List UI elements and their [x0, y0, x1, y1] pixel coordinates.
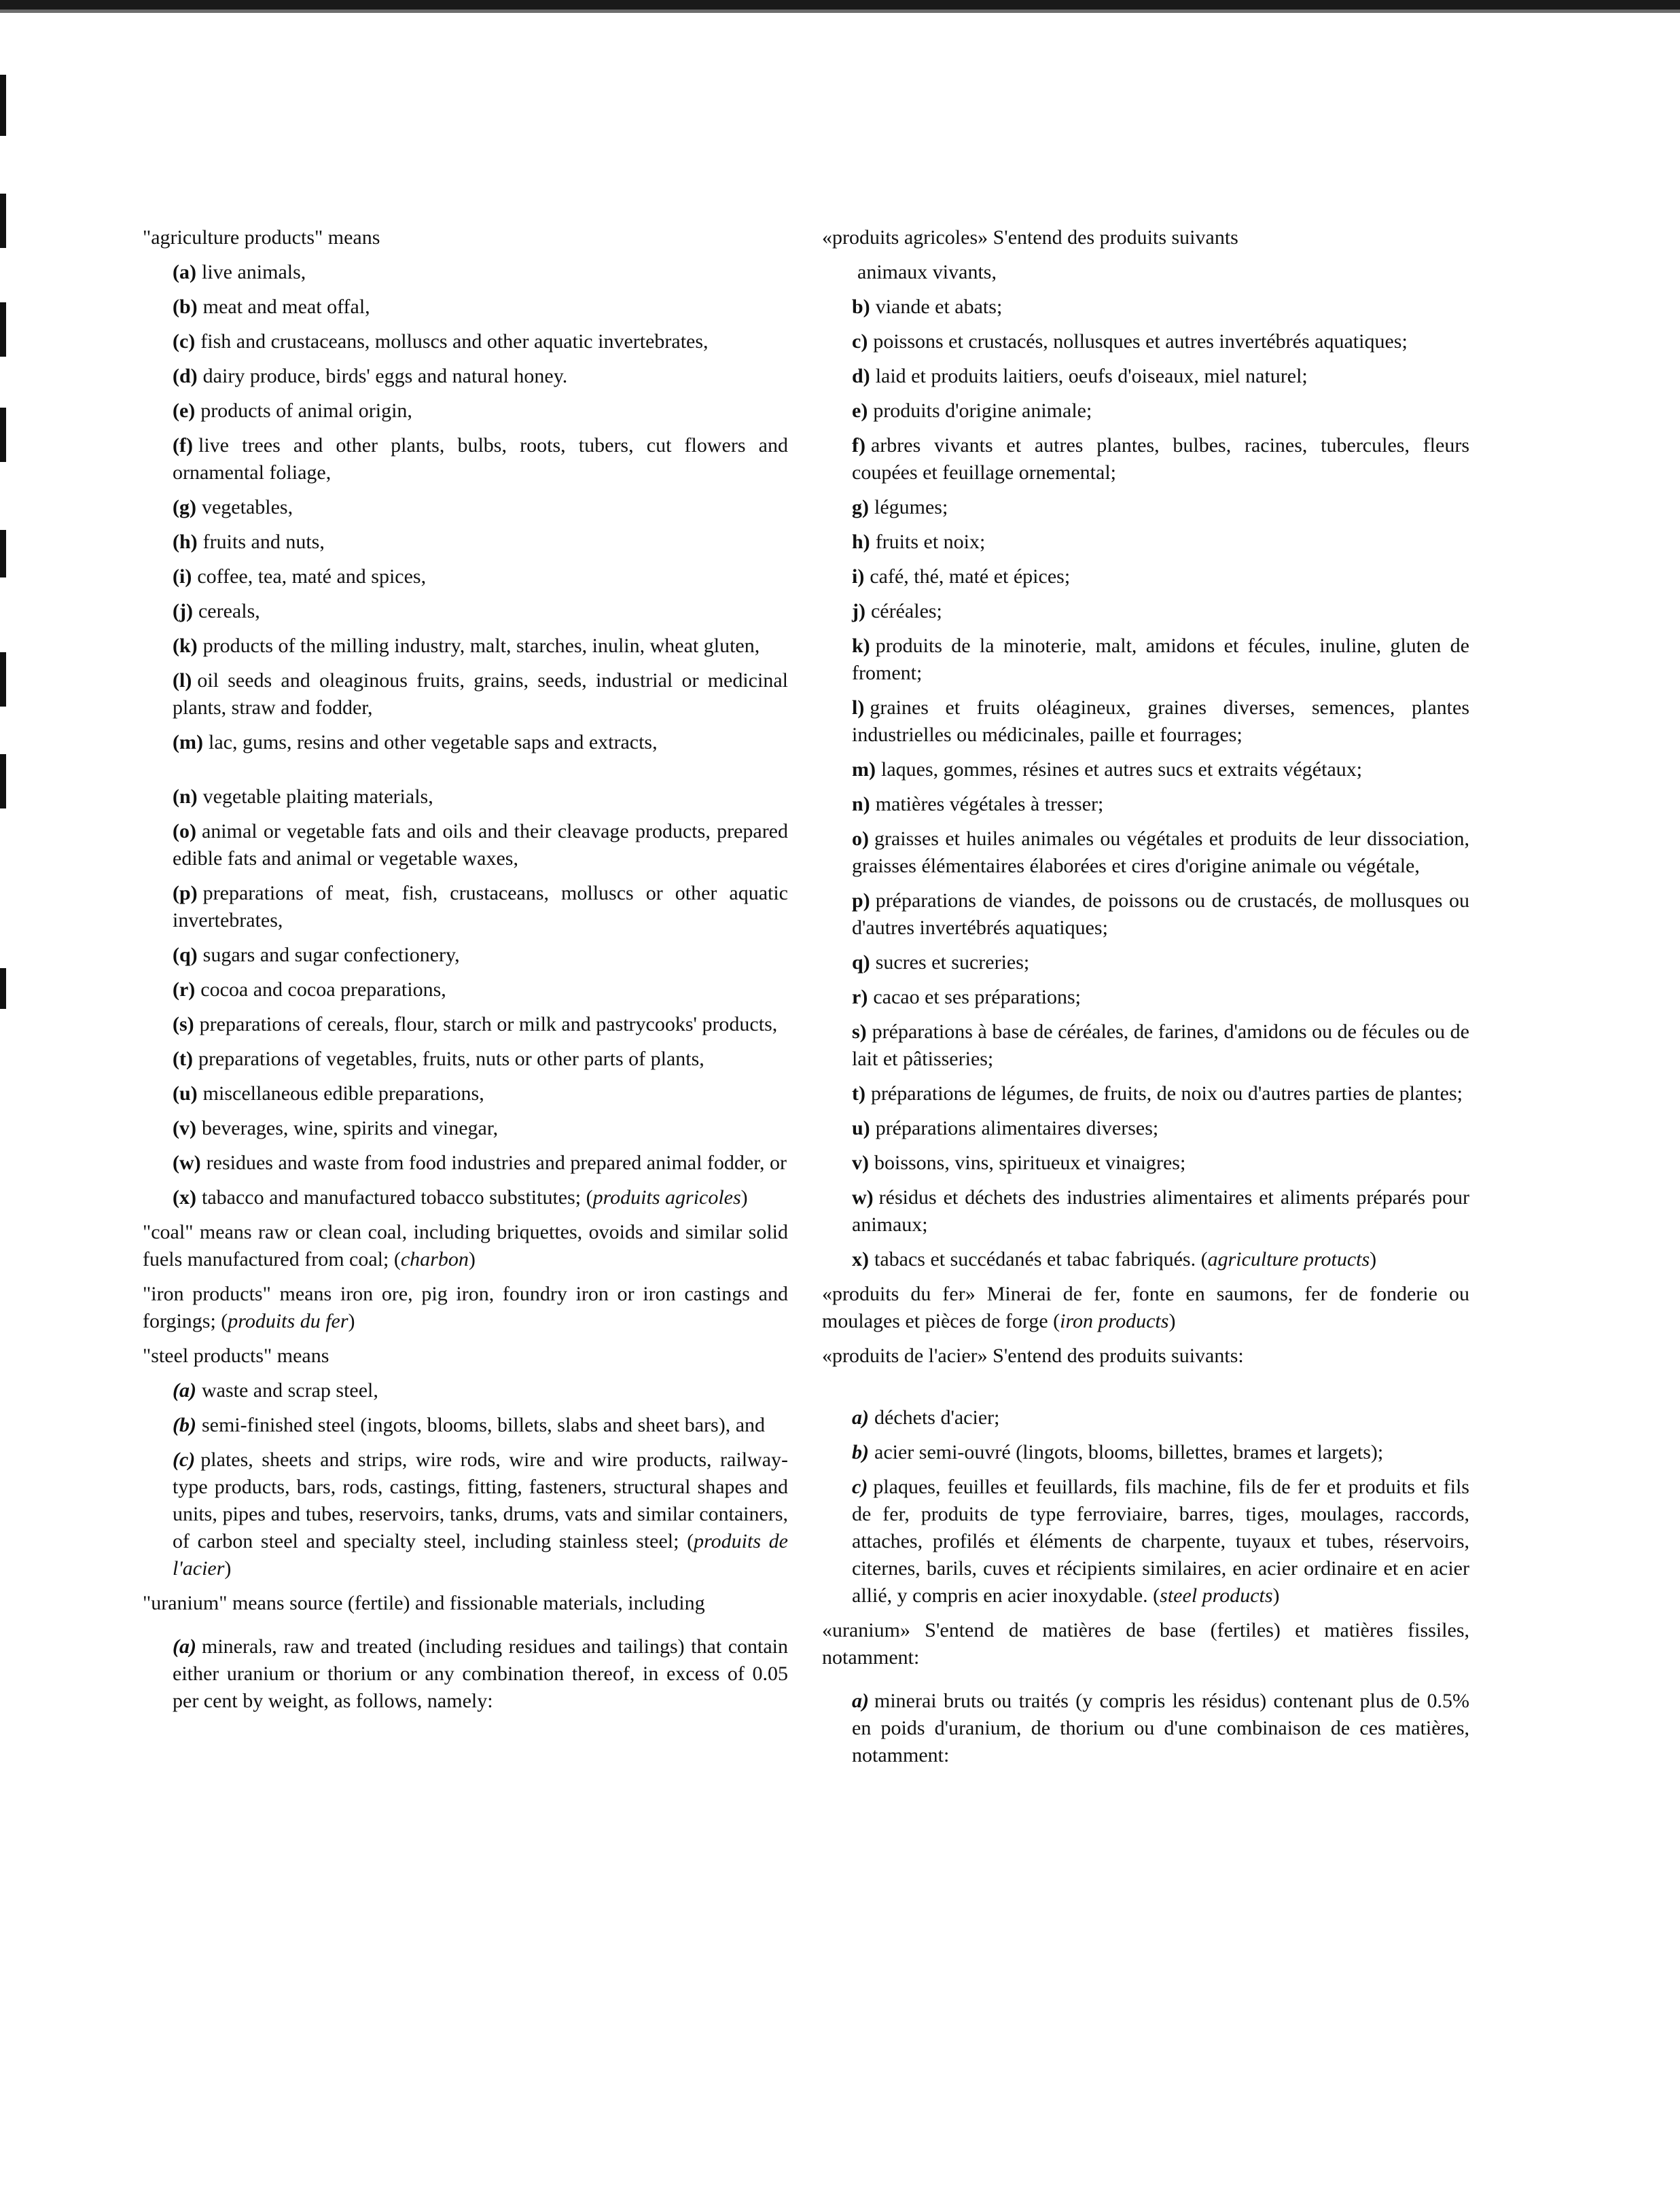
scan-top-border — [0, 0, 1680, 10]
produits-agricoles-item: h) fruits et noix; — [852, 531, 986, 553]
scan-top-border-shadow — [0, 10, 1680, 13]
produits-agricoles-item: i) café, thé, maté et épices; — [852, 565, 1071, 588]
produits-agricoles-item: d) laid et produits laitiers, oeufs d'oiseaux, miel naturel; — [852, 365, 1308, 387]
scan-margin-mark — [0, 194, 6, 248]
produits-agricoles-item: o) graisses et huiles animales ou végétales et produits de leur dissociation, graisses élémentaires élaborées et cires d'origine animale ou végétale, — [852, 828, 1469, 877]
produits-agricoles-item: c) poissons et crustacés, nollusques et autres invertébrés aquatiques; — [852, 330, 1408, 353]
produits-agricoles-item: b) viande et abats; — [852, 296, 1003, 318]
scan-margin-mark — [0, 530, 6, 577]
uranium-item-fr: a) minerai bruts ou traités (y compris les résidus) contenant plus de 0.5% en poids d'uranium, de thorium ou d'une combinaison de ces matières, notamment: — [852, 1690, 1469, 1766]
agriculture-item: (v) beverages, wine, spirits and vinegar, — [173, 1117, 499, 1139]
produits-agricoles-item: g) légumes; — [852, 496, 948, 518]
agriculture-item: (w) residues and waste from food industries and prepared animal fodder, or — [173, 1152, 787, 1174]
agriculture-item: (f) live trees and other plants, bulbs, roots, tubers, cut flowers and ornamental foliage, — [173, 434, 788, 484]
scan-margin-mark — [0, 75, 6, 136]
agriculture-item: (a) live animals, — [173, 261, 306, 283]
agriculture-item: (o) animal or vegetable fats and oils and their cleavage products, prepared edible fats and animal or vegetable waxes, — [173, 820, 788, 870]
definition-uranium: "uranium" means source (fertile) and fissionable materials, including — [143, 1592, 705, 1614]
acier-item: b) acier semi-ouvré (lingots, blooms, billettes, brames et largets); — [852, 1441, 1384, 1463]
produits-agricoles-item: p) préparations de viandes, de poissons ou de crustacés, de mollusques ou d'autres invertébrés aquatiques; — [852, 889, 1469, 939]
agriculture-item: (p) preparations of meat, fish, crustaceans, molluscs or other aquatic invertebrates, — [173, 882, 788, 931]
scan-margin-mark — [0, 408, 6, 462]
scan-margin-mark — [0, 652, 6, 707]
produits-agricoles-item: l) graines et fruits oléagineux, graines diverses, semences, plantes industrielles ou médicinales, paille et fourrages; — [852, 696, 1469, 746]
produits-agricoles-item: r) cacao et ses préparations; — [852, 986, 1081, 1008]
produits-agricoles-item: e) produits d'origine animale; — [852, 399, 1092, 422]
definition-iron-products: "iron products" means iron ore, pig iron, foundry iron or iron castings and forgings; (produits du fer) — [143, 1283, 788, 1332]
agriculture-item: (l) oil seeds and oleaginous fruits, grains, seeds, industrial or medicinal plants, straw and fodder, — [173, 669, 788, 719]
produits-agricoles-list — [822, 259, 1469, 1273]
produits-agricoles-item: m) laques, gommes, résines et autres sucs et extraits végétaux; — [852, 758, 1363, 781]
produits-agricoles-item: q) sucres et sucreries; — [852, 951, 1030, 974]
steel-item: (c) plates, sheets and strips, wire rods, wire and wire products, railway-type products, bars, rods, castings, fitting, fasteners, structural shapes and units, pipes and tubes, reservoirs, tanks, drums, vats and similar containers, of carbon steel and specialty steel, including stainless steel; (produits de l'acier) — [173, 1448, 788, 1580]
agriculture-item: (h) fruits and nuts, — [173, 531, 325, 553]
english-column — [143, 224, 788, 1722]
scan-margin-mark — [0, 968, 6, 1009]
agriculture-item: (i) coffee, tea, maté and spices, — [173, 565, 427, 588]
agriculture-item: (t) preparations of vegetables, fruits, nuts or other parts of plants, — [173, 1048, 704, 1070]
definition-produits-agricoles: «produits agricoles» S'entend des produits suivants — [822, 226, 1238, 249]
agriculture-item: (e) products of animal origin, — [173, 399, 412, 422]
french-column — [822, 224, 1469, 1777]
agriculture-item: (b) meat and meat offal, — [173, 296, 370, 318]
acier-item: c) plaques, feuilles et feuillards, fils machine, fils de fer et produits et fils de fer, produits de type ferroviaire, barres, tiges, moulages, raccords, attaches, profilés et éléments de charpente, tuyaux et tubes, réservoirs, citernes, barils, cuves et récipients similaires, en acier ordinaire et en acier allié, y compris en acier inoxydable. (steel products) — [852, 1476, 1469, 1607]
definition-coal: "coal" means raw or clean coal, including briquettes, ovoids and similar solid fuels manufactured from coal; (charbon) — [143, 1221, 788, 1270]
acier-item: a) déchets d'acier; — [852, 1406, 1000, 1429]
produits-agricoles-item: k) produits de la minoterie, malt, amidons et fécules, inuline, gluten de froment; — [852, 635, 1469, 684]
agriculture-items-list — [143, 259, 788, 1211]
agriculture-item: (x) tabacco and manufactured tobacco substitutes; (produits agricoles) — [173, 1186, 748, 1209]
definition-uranium-fr: «uranium» S'entend de matières de base (fertiles) et matières fissiles, notamment: — [822, 1619, 1469, 1669]
produits-agricoles-item: x) tabacs et succédanés et tabac fabriqués. (agriculture protucts) — [852, 1248, 1377, 1270]
agriculture-item: (j) cereals, — [173, 600, 260, 622]
agriculture-item: (c) fish and crustaceans, molluscs and other aquatic invertebrates, — [173, 330, 709, 353]
produits-agricoles-item: n) matières végétales à tresser; — [852, 793, 1104, 815]
produits-agricoles-item: j) céréales; — [852, 600, 942, 622]
agriculture-item: (q) sugars and sugar confectionery, — [173, 944, 460, 966]
spacer — [822, 1377, 1469, 1404]
agriculture-item: (m) lac, gums, resins and other vegetable saps and extracts, — [173, 731, 658, 753]
agriculture-item: (d) dairy produce, birds' eggs and natural honey. — [173, 365, 568, 387]
produits-agricoles-item: animaux vivants, — [857, 261, 997, 283]
agriculture-item: (r) cocoa and cocoa preparations, — [173, 978, 446, 1001]
agriculture-item: (n) vegetable plaiting materials, — [173, 785, 433, 808]
produits-agricoles-item: w) résidus et déchets des industries alimentaires et aliments préparés pour animaux; — [852, 1186, 1469, 1236]
definition-agriculture-products: "agriculture products" means — [143, 226, 380, 249]
agriculture-item: (g) vegetables, — [173, 496, 293, 518]
agriculture-item: (k) products of the milling industry, malt, starches, inulin, wheat gluten, — [173, 635, 760, 657]
scan-margin-mark — [0, 754, 6, 808]
definition-produits-de-l-acier: «produits de l'acier» S'entend des produits suivants: — [822, 1345, 1244, 1367]
scan-margin-mark — [0, 302, 6, 357]
produits-agricoles-item: u) préparations alimentaires diverses; — [852, 1117, 1159, 1139]
uranium-item: (a) minerals, raw and treated (including residues and tailings) that contain either uranium or thorium or any combination thereof, in excess of 0.05 per cent by weight, as follows, namely: — [173, 1635, 788, 1712]
agriculture-item: (u) miscellaneous edible preparations, — [173, 1082, 484, 1105]
steel-item: (a) waste and scrap steel, — [173, 1379, 378, 1402]
produits-agricoles-item: s) préparations à base de céréales, de farines, d'amidons ou de fécules ou de lait et pâtisseries; — [852, 1020, 1469, 1070]
steel-item: (b) semi-finished steel (ingots, blooms, billets, slabs and sheet bars), and — [173, 1414, 766, 1436]
definition-produits-du-fer: «produits du fer» Minerai de fer, fonte en saumons, fer de fonderie ou moulages et pièces de forge (iron products) — [822, 1283, 1469, 1332]
produits-agricoles-item: v) boissons, vins, spiritueux et vinaigres; — [852, 1152, 1186, 1174]
agriculture-item: (s) preparations of cereals, flour, starch or milk and pastrycooks' products, — [173, 1013, 778, 1035]
produits-agricoles-item: t) préparations de légumes, de fruits, de noix ou d'autres parties de plantes; — [852, 1082, 1463, 1105]
definition-steel-products: "steel products" means — [143, 1345, 329, 1367]
produits-agricoles-item: f) arbres vivants et autres plantes, bulbes, racines, tubercules, fleurs coupées et feuillage ornemental; — [852, 434, 1469, 484]
